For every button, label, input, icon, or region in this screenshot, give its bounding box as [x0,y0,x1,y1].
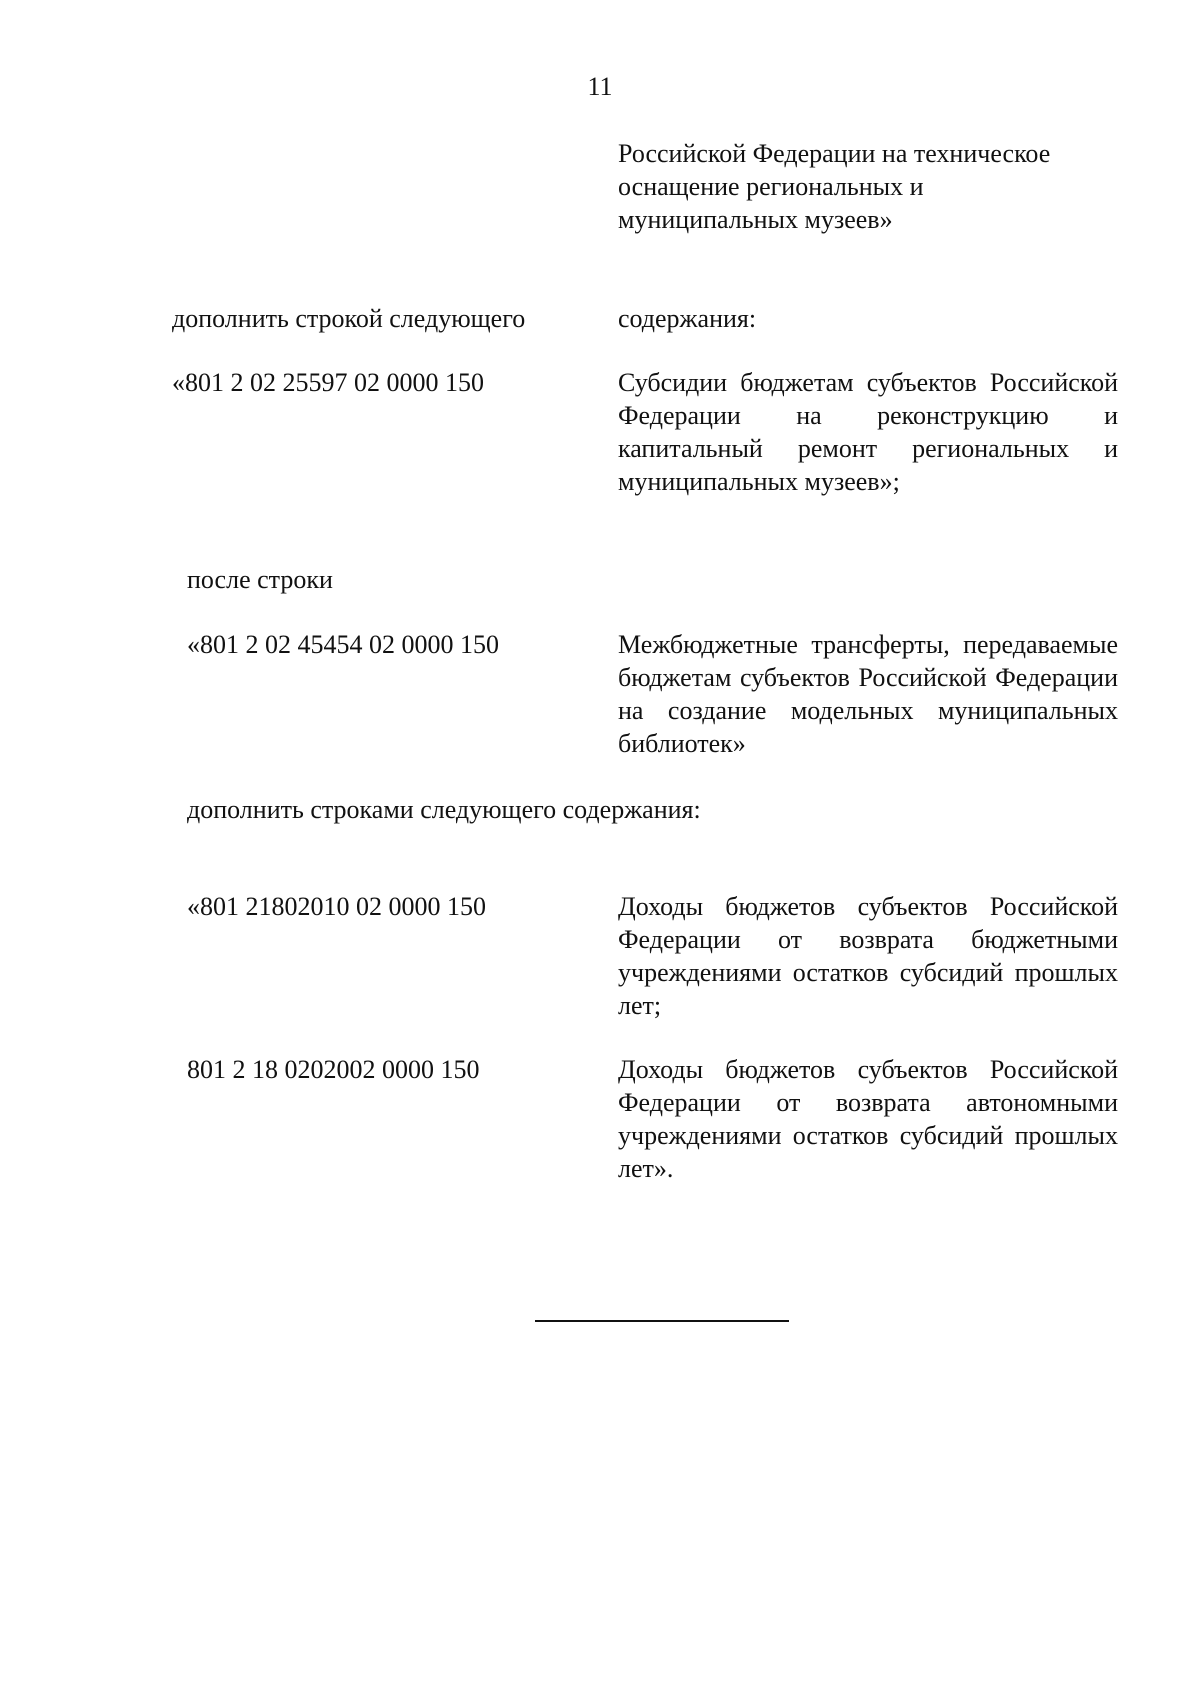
budget-code-entry2: «801 2 02 45454 02 0000 150 [187,630,499,659]
page-number: 11 [587,72,613,101]
budget-code-entry4: 801 2 18 0202002 0000 150 [187,1055,480,1084]
end-separator-line [535,1320,789,1322]
continuation-line: Российской Федерации на техническое [618,139,1051,168]
description-entry3: Доходы бюджетов субъектов Российской Федерации от возврата бюджетными учреждениями остатков субсидий прошлых лет; [618,892,1118,1020]
budget-code-entry3: «801 21802010 02 0000 150 [187,892,486,921]
continuation-line: муниципальных музеев» [618,205,893,234]
continuation-text [618,137,1118,236]
instruction-after-row: после строки [187,565,333,594]
instruction-add-row-left: дополнить строкой следующего [172,304,526,333]
instruction-add-rows: дополнить строками следующего содержания: [187,795,701,824]
description-entry2: Межбюджетные трансферты, передаваемые бюджетам субъектов Российской Федерации на создание модельных муниципальных библиотек» [618,630,1118,758]
description-entry1: Субсидии бюджетам субъектов Российской Федерации на реконструкцию и капитальный ремонт региональных и муниципальных музеев»; [618,368,1118,496]
budget-code-entry1: «801 2 02 25597 02 0000 150 [172,368,484,397]
description-entry4: Доходы бюджетов субъектов Российской Федерации от возврата автономными учреждениями остатков субсидий прошлых лет». [618,1055,1118,1183]
continuation-line: оснащение региональных и [618,172,924,201]
instruction-add-row-right: содержания: [618,304,757,333]
